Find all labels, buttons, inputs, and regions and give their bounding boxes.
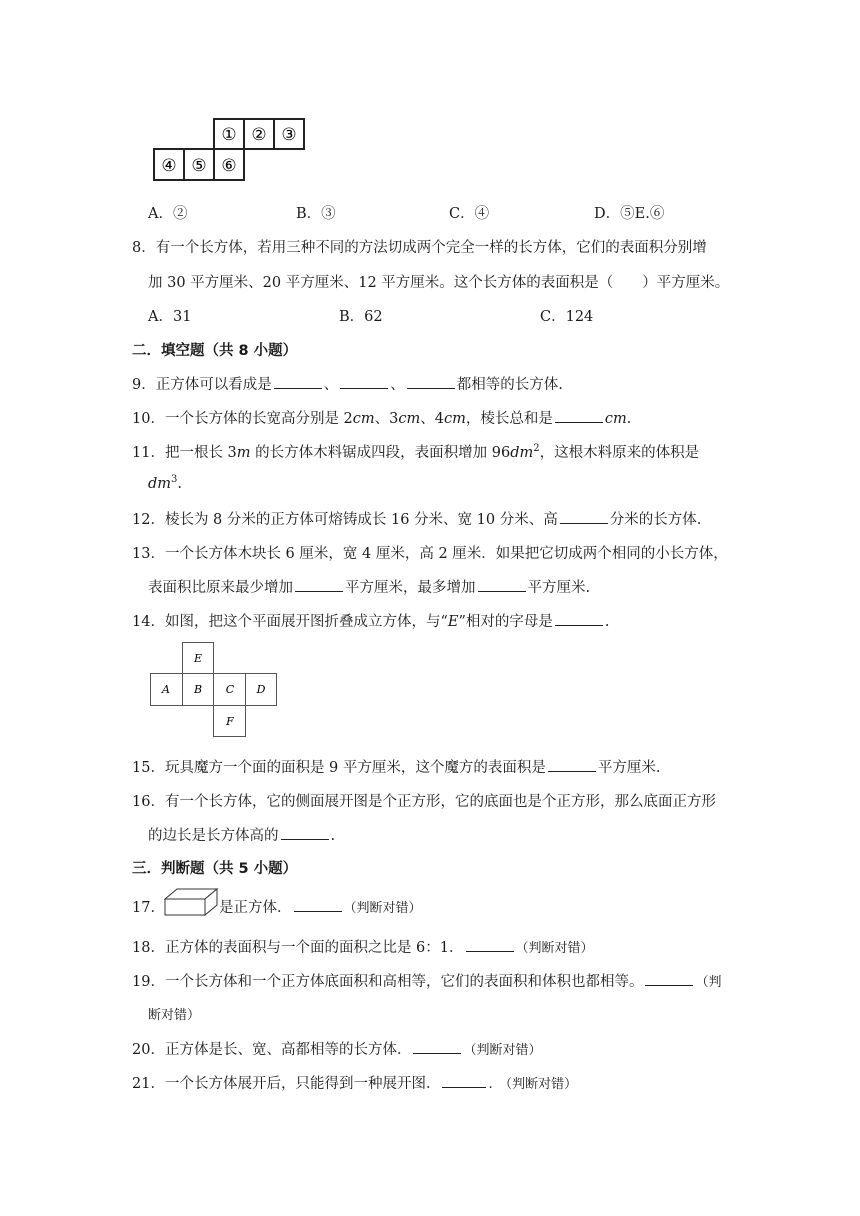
q13-line2 [148,576,590,597]
q13-blank-2[interactable] [478,577,526,592]
q13-text-3: 平方厘米. [527,580,591,596]
section-3-heading: 三．判断题（共 5 小题） [132,861,298,877]
q9-text-2: 、 [323,377,339,393]
q8-line1: 8．有一个长方体，若用三种不同的方法切成两个完全一样的长方体，它们的表面积分别增 [132,240,707,256]
q13-text-2: 平方厘米，最多增加 [345,580,476,596]
q10-text-3: 、4 [420,411,445,427]
q18-text-1: 18．正方体的表面积与一个面的面积之比是 6：1． [132,940,464,956]
q12 [132,508,701,529]
q8-option-a[interactable]: A．31 [148,309,192,325]
q9-blank-1[interactable] [274,374,322,389]
q21-text-1: 21．一个长方体展开后，只能得到一种展开图． [132,1076,441,1092]
net2-cell-d: D [256,683,266,696]
cuboid-image [163,887,219,917]
q10-text-5: . [626,411,632,427]
q9-blank-2[interactable] [340,374,388,389]
q15-text-1: 15．玩具魔方一个面的面积是 9 平方厘米，这个魔方的表面积是 [132,760,546,776]
q19-line1 [132,970,721,991]
net2-cell-c: C [225,683,235,696]
q11-text-4: . [177,475,183,492]
q13-line1: 13．一个长方体木块长 6 厘米，宽 4 厘米，高 2 厘米．如果把它切成两个相同的小长方体， [132,546,728,562]
q18-text-2: （判断对错） [515,941,594,956]
q8-option-c[interactable]: C．124 [540,309,594,325]
q15-text-2: 平方厘米. [597,760,661,776]
q14-text-1: 14．如图，把这个平面展开图折叠成立方体，与“ [132,614,448,630]
q17-number: 17． [132,900,165,916]
q9-text-4: 都相等的长方体. [456,377,563,393]
q10-unit-3: cm [444,411,466,427]
q10-text-2: 、3 [374,411,399,427]
q20-text-2: （判断对错） [463,1043,542,1058]
q10-blank[interactable] [555,408,603,423]
q16-text-2: . [330,828,336,844]
q13-blank-1[interactable] [295,577,343,592]
q14-text-2: ”相对的字母是 [458,614,553,630]
q16-line2 [148,824,335,845]
cube-net-figure-2 [150,642,280,738]
q8-line2: 加 30 平方厘米、20 平方厘米、12 平方厘米。这个长方体的表面积是（ ）平方厘米。 [148,275,730,291]
net2-cell-f: F [226,715,234,728]
q12-blank[interactable] [560,509,608,524]
q14-blank[interactable] [555,611,603,626]
q15-blank[interactable] [548,757,596,772]
q9-text-1: 9．正方体可以看成是 [132,377,272,393]
q11-line2 [148,474,182,492]
q10-unit-4: cm [604,411,627,427]
net1-cell-6: ⑥ [221,156,237,176]
q12-text-1: 12．棱长为 8 分米的正方体可熔铸成长 16 分米、宽 10 分米、高 [132,512,558,528]
q17-text-1: 是正方体． [219,900,292,916]
q17-text-2: （判断对错） [343,901,422,916]
q7-option-b[interactable]: B．③ [296,206,336,222]
q19-text-1: 19．一个长方体和一个正方体底面积和高相等，它们的表面积和体积也都相等。 [132,974,644,990]
q11-sup-2: 2 [533,443,540,455]
q9-text-3: 、 [390,377,405,393]
q8-option-b[interactable]: B．62 [339,309,383,325]
net1-cell-2: ② [251,125,267,145]
q7-option-a[interactable]: A．② [148,206,188,222]
net1-cell-1: ① [221,125,237,145]
section-2-heading: 二．填空题（共 8 小题） [132,343,298,359]
q17-blank[interactable] [294,897,342,912]
q11-unit-2: dm [510,445,534,461]
q11-text-2: 的长方体木料锯成四段，表面积增加 96 [250,445,511,461]
q20 [132,1038,541,1059]
net2-cell-b: B [193,683,203,696]
q11-line1 [132,441,699,462]
q16-text-1: 的边长是长方体高的 [148,828,279,844]
net2-cell-e: E [193,652,203,665]
q14-text-3: . [604,614,610,630]
q21 [132,1072,577,1093]
q17 [132,896,165,917]
q7-option-c[interactable]: C．④ [449,206,490,222]
net1-cell-3: ③ [281,125,297,145]
q7-option-d[interactable]: D．⑤E.⑥ [594,206,665,222]
q13-text-1: 表面积比原来最少增加 [148,580,293,596]
cube-net-figure-1 [152,118,308,184]
q10-text-1: 10．一个长方体的长宽高分别是 2 [132,411,353,427]
q11-unit-1: m [236,445,251,461]
q11-text-3: ，这根木料原来的体积是 [539,445,700,461]
q10 [132,407,631,428]
q9-blank-3[interactable] [407,374,455,389]
q9 [132,373,563,394]
q18 [132,936,594,957]
net1-cell-5: ⑤ [191,156,207,176]
q19-text-2: （判 [695,975,722,990]
q16-blank[interactable] [281,825,329,840]
q21-text-2: . （判断对错） [488,1077,578,1092]
q20-text-1: 20．正方体是长、宽、高都相等的长方体． [132,1042,412,1058]
q14-letter: E [447,614,459,630]
q11-text-1: 11．把一根长 3 [132,445,237,461]
net2-cell-a: A [162,683,170,696]
q12-text-2: 分米的长方体. [609,512,702,528]
q19-blank[interactable] [645,971,693,986]
q18-blank[interactable] [466,937,514,952]
q11-unit-3: dm [148,475,172,492]
q14 [132,610,610,631]
q10-text-4: ，棱长总和是 [465,411,553,427]
net1-cell-4: ④ [161,156,177,176]
q11-sup-3: 3 [171,474,178,485]
q20-blank[interactable] [413,1039,461,1054]
q10-unit-2: cm [398,411,421,427]
q15 [132,756,661,777]
q19-line2: 断对错） [148,1008,201,1023]
q17-body [219,896,422,917]
q16-line1: 16．有一个长方体，它的侧面展开图是个正方形，它的底面也是个正方形，那么底面正方形 [132,794,716,810]
q10-unit-1: cm [352,411,375,427]
q21-blank[interactable] [442,1073,486,1088]
